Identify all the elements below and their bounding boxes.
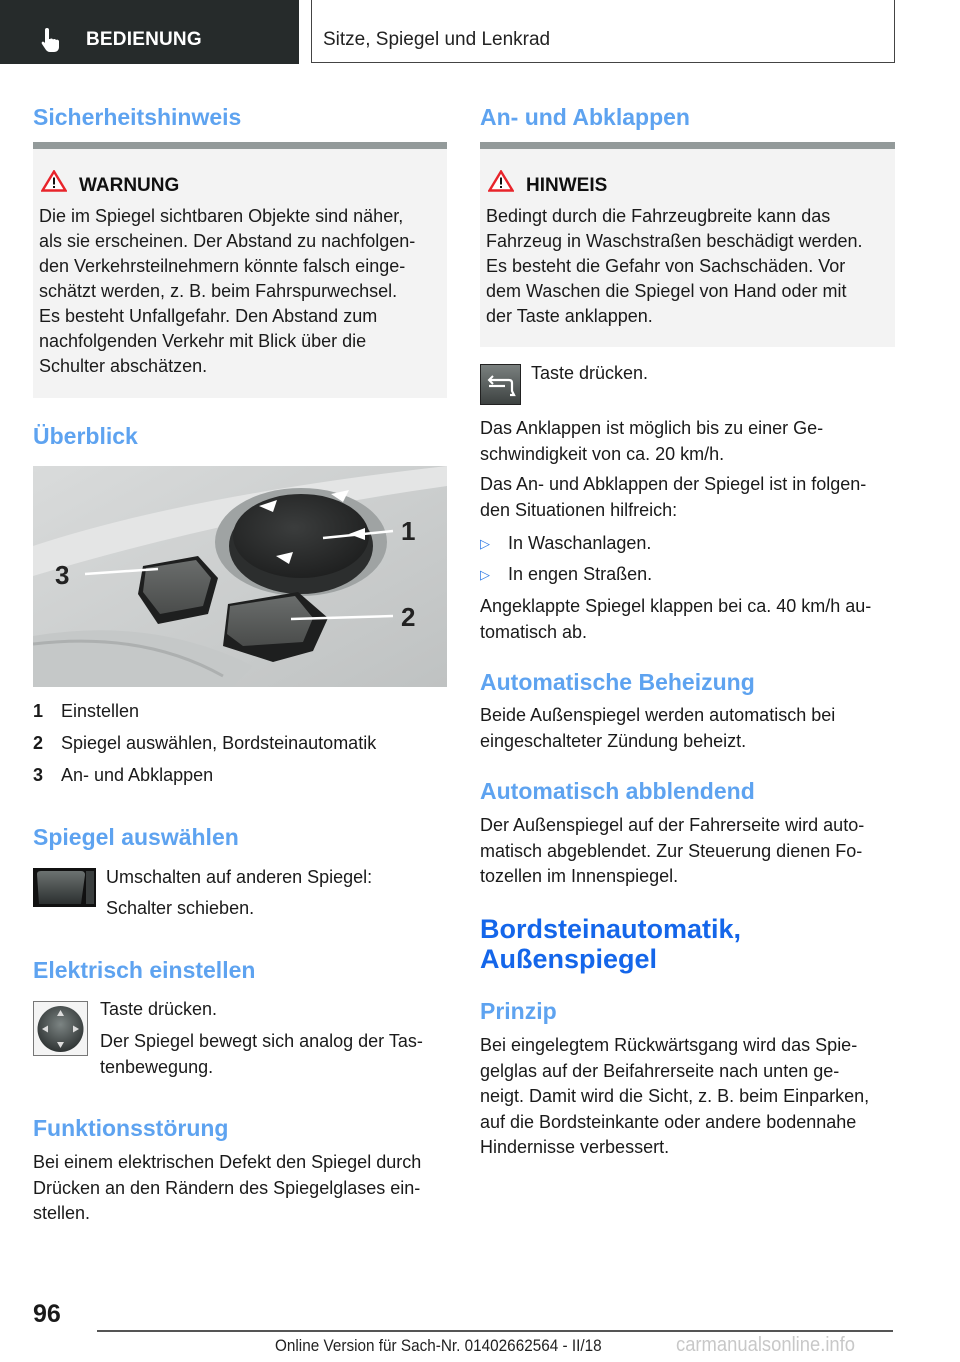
heading-electric-adjust: Elektrisch einstellen <box>33 957 256 983</box>
warning-title: WARNUNG <box>79 175 180 196</box>
bullet-triangle-icon: ▷ <box>480 567 490 582</box>
fold-para-2: Das An- und Abklappen der Spiegel ist in folgen- den Situationen hilfreich: <box>480 474 867 520</box>
principle-text: Bei eingelegtem Rückwärtsgang wird das Spie- gelglas auf der Beifahrerseite nach unten ge- neigt. Damit wird die Sicht, z. B. beim Einparken, auf die Bordsteinkante oder andere bodennahe Hindernisse verbessert. <box>480 1035 870 1157</box>
notice-title: HINWEIS <box>526 175 608 196</box>
warning-triangle-icon <box>488 170 514 192</box>
legend-item: 1 Einstellen <box>33 701 140 721</box>
mirror-select-switch-icon <box>33 868 96 907</box>
warning-triangle-icon <box>41 170 67 192</box>
bullet-triangle-icon: ▷ <box>480 536 490 551</box>
dimming-text: Der Außenspiegel auf der Fahrerseite wird auto- matisch abgeblendet. Zur Steuerung dienen Fo- tozellen im Innenspiegel. <box>480 815 865 886</box>
fold-button-text: Taste drücken. <box>531 363 649 383</box>
electric-adjust-text-1: Taste drücken. <box>100 999 218 1019</box>
section-label: BEDIENUNG <box>86 29 202 50</box>
fold-para-3: Angeklappte Spiegel klappen bei ca. 40 km/h au- tomatisch ab. <box>480 596 872 642</box>
heading-malfunction: Funktionsstörung <box>33 1115 229 1141</box>
watermark: carmanualsonline.info <box>676 1334 855 1356</box>
chapter-title: Sitze, Spiegel und Lenkrad <box>323 29 551 50</box>
malfunction-text: Bei einem elektrischen Defekt den Spiegel durch Drücken an den Rändern des Spiegelglases ein- stellen. <box>33 1152 422 1223</box>
section-tab <box>0 0 299 64</box>
chapter-box <box>311 0 895 63</box>
select-mirror-text-2: Schalter schieben. <box>106 898 255 918</box>
fold-mirror-button-icon <box>480 364 521 405</box>
legend-item: 3 An- und Abklappen <box>33 765 214 785</box>
heading-safety: Sicherheitshinweis <box>33 104 242 130</box>
svg-text:2: 2 <box>401 602 416 632</box>
mirror-adjust-knob-icon <box>33 1001 88 1056</box>
heading-heating: Automatische Beheizung <box>480 669 755 695</box>
heating-text: Beide Außenspiegel werden automatisch bei eingeschalteter Zündung beheizt. <box>480 705 836 751</box>
heading-dimming: Automatisch abblendend <box>480 778 755 804</box>
electric-adjust-text-2: Der Spiegel bewegt sich analog der Tas- tenbewegung. <box>100 1031 423 1077</box>
select-mirror-text-1: Umschalten auf anderen Spiegel: <box>106 867 373 887</box>
heading-fold: An- und Abklappen <box>480 104 690 130</box>
footer-divider <box>97 1330 893 1332</box>
svg-text:1: 1 <box>401 516 416 546</box>
mirror-controls-figure <box>33 466 447 687</box>
mirror-controls-illustration <box>33 466 447 687</box>
notice-box <box>480 142 895 347</box>
hand-pointer-icon <box>39 28 63 54</box>
heading-overview: Überblick <box>33 423 138 449</box>
notice-text: Bedingt durch die Fahrzeugbreite kann das Fahrzeug in Waschstraßen beschädigt werden. Es besteht die Gefahr von Sachschäden. Vor dem Waschen die Spiegel von Hand oder mit der Taste anklappen. <box>486 206 863 326</box>
legend-item: 2 Spiegel auswählen, Bordsteinautomatik <box>33 733 377 753</box>
heading-curb-function: Bordsteinautomatik, Außenspiegel <box>480 914 742 974</box>
heading-principle: Prinzip <box>480 998 557 1024</box>
warning-text: Die im Spiegel sichtbaren Objekte sind näher, als sie erscheinen. Der Abstand zu nachfolgen- den Verkehrsteilnehmern könnte falsch einge- schätzt werden, z. B. beim Fahrspurwechsel. Es besteht Unfallgefahr. Den Abstand zum nachfolgenden Verkehr mit Blick über die Schulter abschätzen. <box>39 206 416 376</box>
warning-box <box>33 142 447 398</box>
fold-para-1: Das Anklappen ist möglich bis zu einer Ge- schwindigkeit von ca. 20 km/h. <box>480 418 824 464</box>
svg-text:3: 3 <box>55 560 70 590</box>
footer-version: Online Version für Sach-Nr. 01402662564 - II/18 <box>275 1336 602 1355</box>
heading-select-mirror: Spiegel auswählen <box>33 824 239 850</box>
page-number: 96 <box>33 1300 61 1328</box>
